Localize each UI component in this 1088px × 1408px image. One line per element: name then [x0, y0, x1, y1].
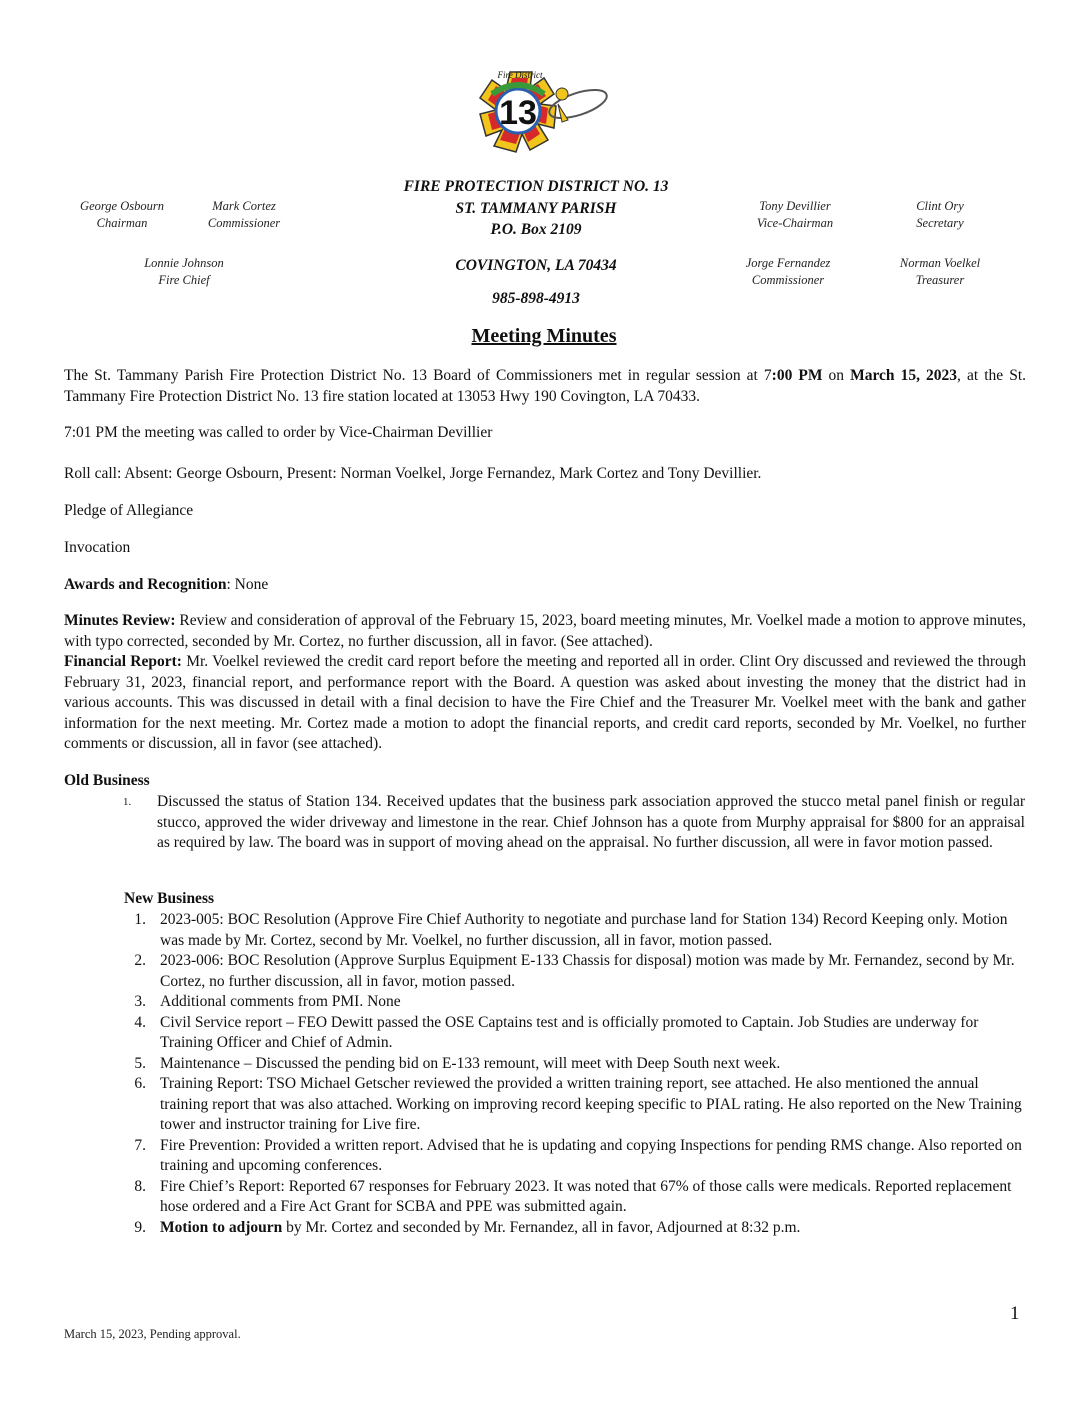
header-parish: ST. TAMMANY PARISH — [455, 200, 617, 217]
list-item — [134, 1136, 1022, 1177]
awards-label: Awards and Recognition — [64, 576, 227, 593]
awards — [64, 575, 1026, 596]
header-city: COVINGTON, LA 70434 — [455, 257, 617, 274]
list-number: 8. — [134, 1177, 146, 1195]
officer-name: Clint Ory — [916, 199, 964, 213]
officer-name: Tony Devillier — [759, 199, 831, 213]
officer-title: Vice-Chairman — [756, 216, 834, 230]
list-item — [134, 951, 1022, 992]
list-item-text: 2023-005: BOC Resolution (Approve Fire Chief Authority to negotiate and purchase land for Station 134) Record Keeping only. Motion was made by Mr. Cortez, second by Mr. Voelkel, no further discussion, all in favor, motion passed. — [160, 911, 1008, 949]
officer-chairman — [70, 198, 174, 232]
new-business-heading — [124, 889, 1086, 910]
intro-text: The St. Tammany Parish Fire Protection District No. 13 Board of Commissioners met in regular session at 7 — [64, 367, 772, 384]
financial-report-text: Mr. Voelkel reviewed the credit card report before the meeting and reported all in order. Clint Ory discussed and reviewed the through February 31, 2023, financial report, and performance report with the Board. A question was asked about investing the money that the district had in various accounts. This was discussed in detail with a final decision to have the Fire Chief and the Treasurer Mr. Voelkel meet with the bank and gather information for the next meeting. Mr. Cortez made a motion to adopt the financial reports, and credit card reports, seconded by Mr. Voelkel, no further comments or discussion, all in favor (see attached). — [64, 653, 1026, 752]
officer-name: George Osbourn — [80, 199, 164, 213]
list-number: 2. — [134, 952, 146, 969]
officer-secretary — [894, 198, 986, 232]
invocation: Invocation — [64, 539, 131, 556]
district-logo — [470, 64, 618, 162]
pledge: Pledge of Allegiance — [64, 502, 194, 519]
svg-text:Fire District: Fire District — [497, 70, 543, 80]
list-item — [134, 1013, 1022, 1054]
call-to-order: 7:01 PM the meeting was called to order by Vice-Chairman Devillier — [64, 424, 493, 441]
list-item — [134, 910, 1022, 951]
list-item — [123, 792, 1025, 854]
awards-text: : None — [226, 576, 269, 593]
officer-title: Secretary — [916, 216, 964, 230]
list-item — [134, 992, 1022, 1013]
intro-paragraph — [64, 366, 1026, 407]
old-business-heading — [64, 771, 1026, 792]
list-item-bold: Motion to adjourn — [160, 1218, 283, 1236]
list-number: 1. — [123, 796, 132, 808]
officer-title: Treasurer — [915, 273, 965, 287]
officer-treasurer — [886, 255, 994, 289]
minutes-review-text: Review and consideration of approval of the February 15, 2023, board meeting minutes, Mr. Voelkel made a motion to approve minutes, with typo corrected, seconded by Mr. Cortez, no further discussion, all in favor. (See attached). — [64, 612, 1026, 650]
officer-name: Lonnie Johnson — [144, 256, 224, 270]
minutes-review-label: Minutes Review: — [64, 612, 176, 629]
list-item-text: Training Report: TSO Michael Getscher reviewed the provided a written training report, see attached. He also mentioned the annual training report that was also attached. Working on improving record keeping specific to PIAL rating. He also reported on the New Training tower and instructor training for Live fire. — [160, 1075, 1022, 1133]
intro-text: , at the St. Tammany Fire Protection District No. 13 fire station located at 13053 Hwy 190 Covington, LA 70433. — [64, 367, 1027, 405]
page-title: Meeting Minutes — [471, 325, 617, 347]
list-item-text: Discussed the status of Station 134. Received updates that the business park association approved the stucco metal panel finish or regular stucco, approved the wider driveway and limestone in the rear. Chief Johnson has a quote from Murphy appraisal for $800 for an appraisal as required by law. The board was in support of moving ahead on the appraisal. No further discussion, all were in favor motion passed. — [157, 793, 1025, 851]
logo-graphic — [470, 64, 618, 162]
list-number: 5. — [134, 1054, 146, 1072]
list-item — [134, 1074, 1022, 1136]
list-item — [134, 1177, 1022, 1218]
list-item-text: Additional comments from PMI. None — [160, 993, 401, 1010]
list-number: 1. — [134, 911, 146, 928]
officer-name: Mark Cortez — [212, 199, 276, 213]
list-item — [134, 1218, 1022, 1239]
old-business-list — [123, 792, 1025, 854]
list-item-text: Maintenance – Discussed the pending bid on E-133 remount, will meet with Deep South next week. — [160, 1054, 781, 1072]
officer-title: Fire Chief — [158, 273, 210, 287]
financial-report-label: Financial Report: — [64, 653, 182, 670]
header-po-box: P.O. Box 2109 — [490, 221, 582, 238]
header-phone: 985-898-4913 — [492, 290, 580, 307]
financial-report — [64, 652, 1026, 755]
minutes-review — [64, 611, 1026, 652]
officer-commissioner-left — [196, 198, 292, 232]
old-business-heading-text: Old Business — [64, 772, 150, 789]
officer-name: Jorge Fernandez — [745, 256, 831, 270]
new-business-list — [134, 910, 1022, 1238]
list-item-text: Civil Service report – FEO Dewitt passed the OSE Captains test and is officially promoted to Captain. Job Studies are underway for Training Officer and Chief of Admin. — [160, 1013, 979, 1051]
officer-title: Commissioner — [751, 273, 825, 287]
officer-fire-chief — [132, 255, 236, 289]
officer-name: Norman Voelkel — [899, 256, 981, 270]
footer-note: March 15, 2023, Pending approval. — [64, 1327, 241, 1341]
officer-commissioner-right — [732, 255, 844, 289]
list-number: 3. — [134, 993, 146, 1010]
header-district: FIRE PROTECTION DISTRICT NO. 13 — [403, 178, 669, 195]
intro-text: on — [822, 367, 851, 384]
list-number: 7. — [134, 1136, 146, 1154]
officer-vice-chairman — [740, 198, 850, 232]
list-number: 4. — [134, 1013, 146, 1031]
officer-title: Commissioner — [207, 216, 281, 230]
roll-call: Roll call: Absent: George Osbourn, Present: Norman Voelkel, Jorge Fernandez, Mark Cortez and Tony Devillier. — [64, 465, 762, 482]
list-number: 9. — [134, 1218, 146, 1236]
list-item — [134, 1054, 1022, 1075]
intro-date: March 15, 2023 — [850, 367, 958, 384]
list-item-text: Fire Prevention: Provided a written report. Advised that he is updating and copying Inspections for pending RMS change. Also reported on training and upcoming conferences. — [160, 1136, 1022, 1174]
list-number: 6. — [134, 1075, 146, 1092]
list-item-text: by Mr. Cortez and seconded by Mr. Fernandez, all in favor, Adjourned at 8:32 p.m. — [282, 1218, 801, 1236]
list-item-text: Fire Chief’s Report: Reported 67 responses for February 2023. It was noted that 67% of those calls were medicals. Reported replacement hose ordered and a Fire Act Grant for SCBA and PPE was submitted again. — [160, 1177, 1012, 1215]
intro-time: :00 PM — [771, 367, 823, 384]
svg-text:13: 13 — [499, 94, 537, 132]
new-business-heading-text: New Business — [124, 890, 215, 907]
officer-title: Chairman — [96, 216, 148, 230]
page-number: 1 — [1010, 1303, 1020, 1324]
list-item-text: 2023-006: BOC Resolution (Approve Surplus Equipment E-133 Chassis for disposal) motion was made by Mr. Fernandez, second by Mr. Cortez, no further discussion, all in favor, motion passed. — [160, 952, 1015, 990]
